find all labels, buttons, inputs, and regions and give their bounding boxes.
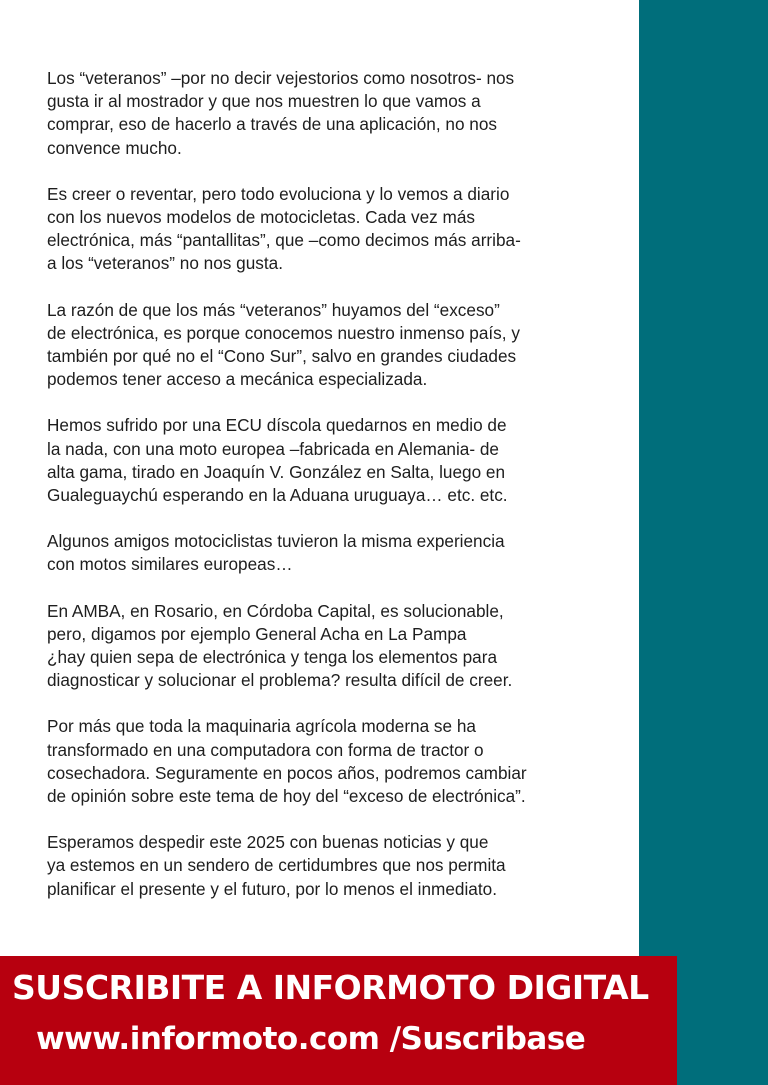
paragraph-1: Los “veteranos” –por no decir vejestorios como nosotros- nos gusta ir al mostrador y que nos muestren lo que vamos a comprar, eso de hacerlo a través de una aplicación, no nos convence mucho.	[47, 68, 515, 158]
paragraph-8: Esperamos despedir este 2025 con buenas noticias y que ya estemos en un sendero de certidumbres que nos permita planificar el presente y el futuro, por lo menos el inmediato.	[47, 832, 506, 899]
paragraph-2: Es creer o reventar, pero todo evoluciona y lo vemos a diario con los nuevos modelos de motocicletas. Cada vez más electrónica, más “pantallitas”, que –como decimos más arriba- a los “veteranos” no nos gusta.	[47, 183, 521, 274]
side-color-bar	[639, 0, 768, 1085]
paragraph-3: La razón de que los más “veteranos” huyamos del “exceso” de electrónica, es porque conocemos nuestro inmenso país, y también por qué no el “Cono Sur”, salvo en grandes ciudades podemos tener acceso a mecánica especializada.	[47, 299, 520, 390]
paragraph-5: Algunos amigos motociclistas tuvieron la misma experiencia con motos similares europeas…	[47, 531, 505, 575]
subscribe-headline: SUSCRIBITE A INFORMOTO DIGITAL	[12, 968, 649, 1007]
subscribe-url[interactable]: www.informoto.com /Suscribase	[36, 1021, 586, 1057]
article-body	[47, 67, 607, 924]
paragraph-7: Por más que toda la maquinaria agrícola moderna se ha transformado en una computadora con forma de tractor o cosechadora. Seguramente en pocos años, podremos cambiar de opinión sobre este tema de hoy del “exceso de electrónica”.	[47, 716, 527, 807]
paragraph-6: En AMBA, en Rosario, en Córdoba Capital, es solucionable, pero, digamos por ejemplo General Acha en La Pampa ¿hay quien sepa de electrónica y tenga los elementos para diagnosticar y solucionar el problema? resulta difícil de creer.	[47, 600, 513, 691]
paragraph-4: Hemos sufrido por una ECU díscola quedarnos en medio de la nada, con una moto europea –fabricada en Alemania- de alta gama, tirado en Joaquín V. González en Salta, luego en Gualeguaychú esperando en la Aduana uruguaya… etc. etc.	[47, 415, 508, 506]
subscribe-banner[interactable]	[0, 956, 677, 1085]
